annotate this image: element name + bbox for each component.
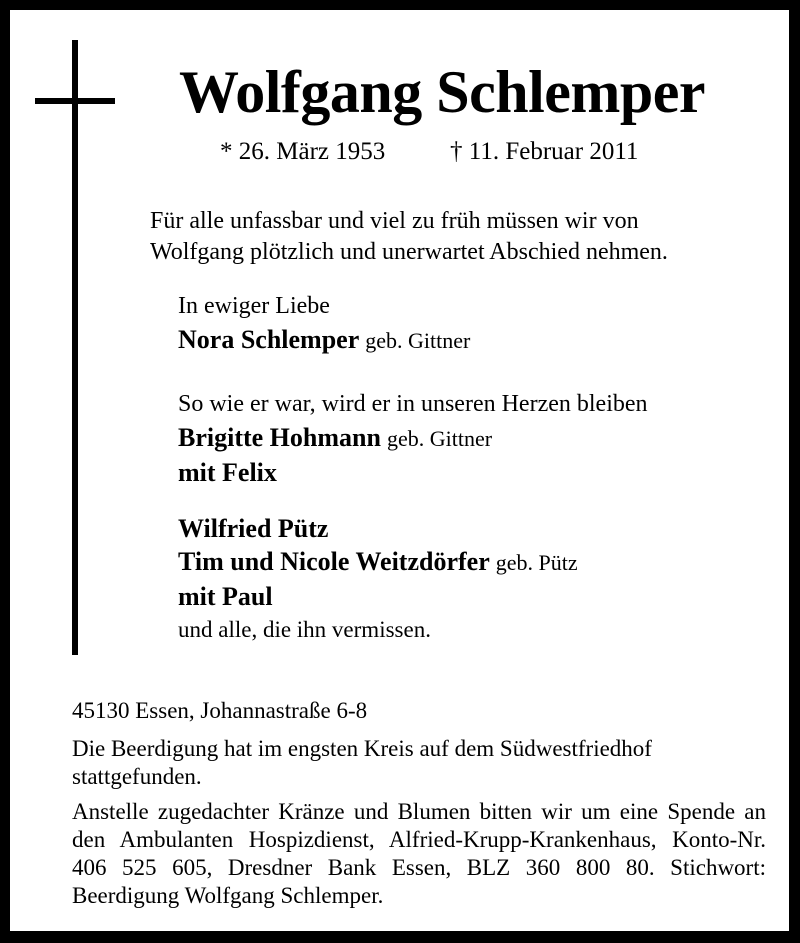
- mourner-line: [178, 323, 470, 358]
- mourner-group-1: [178, 290, 470, 358]
- closing-text: und alle, die ihn vermissen.: [178, 617, 431, 642]
- group-caption: In ewiger Liebe: [178, 293, 330, 319]
- maiden-name: geb. Pütz: [495, 550, 578, 575]
- donation-info: Anstelle zugedachter Kränze und Blumen bitten wir um eine Spende an den Ambulanten Hospizdienst, Alfried-Krupp-Krankenhaus, Konto-Nr. 406 525 605, Dresdner Bank Essen, BLZ 360 800 80. Stichwort: Beerdigung Wolfgang Schlemper.: [72, 799, 766, 908]
- group-caption: So wie er war, wird er in unseren Herzen bleiben: [178, 391, 648, 417]
- birth-date: * 26. März 1953: [220, 138, 386, 165]
- deceased-name: Wolfgang Schlemper: [179, 59, 705, 125]
- intro-line: Wolfgang plötzlich und unerwartet Abschied nehmen.: [150, 239, 668, 265]
- mourner-name: Brigitte Hohmann: [178, 423, 381, 452]
- mourner-name: Wilfried Pütz: [178, 514, 329, 543]
- address: 45130 Essen, Johannastraße 6-8: [72, 698, 368, 723]
- obituary-notice: [10, 10, 789, 931]
- mourner-line: [178, 545, 578, 580]
- cross-icon: [72, 40, 78, 655]
- mourner-name: mit Paul: [178, 582, 273, 611]
- intro-line: Für alle unfassbar und viel zu früh müssen wir von: [150, 208, 639, 234]
- funeral-info: Die Beerdigung hat im engsten Kreis auf dem Südwestfriedhof stattgefunden.: [72, 736, 652, 789]
- intro-text: [150, 206, 750, 268]
- mourner-name: mit Felix: [178, 458, 277, 487]
- mourner-line: [178, 421, 648, 456]
- death-date: † 11. Februar 2011: [450, 138, 639, 165]
- mourner-group-2: [178, 388, 648, 489]
- mourner-name: Tim und Nicole Weitzdörfer: [178, 547, 490, 576]
- maiden-name: geb. Gittner: [365, 328, 471, 353]
- mourner-name: Nora Schlemper: [178, 325, 360, 354]
- mourner-group-3: [178, 512, 578, 646]
- maiden-name: geb. Gittner: [386, 426, 493, 451]
